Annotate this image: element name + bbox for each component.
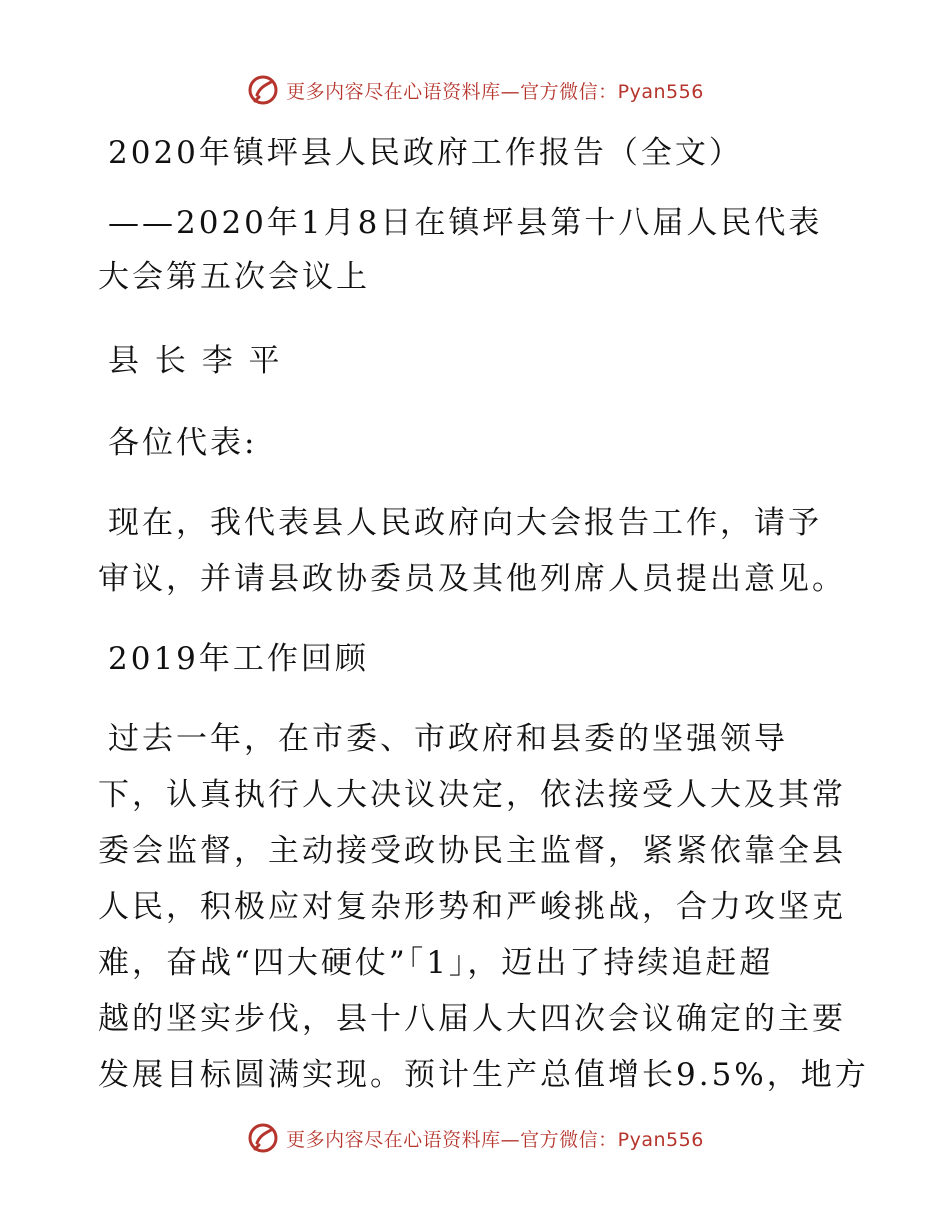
brand-logo-icon — [246, 1121, 280, 1155]
body-line: 委会监督，主动接受政协民主监督，紧紧依靠全县 — [98, 833, 846, 869]
body-line: 下，认真执行人大决议决定，依法接受人大及其常 — [98, 777, 846, 813]
body-line: 越的坚实步伐，县十八届人大四次会议确定的主要 — [98, 1001, 846, 1037]
document-title: 2020年镇坪县人民政府工作报告（全文） — [108, 135, 743, 171]
document-author: 县 长 李 平 — [108, 343, 283, 379]
footer-banner — [0, 1118, 950, 1158]
body-line: 过去一年，在市委、市政府和县委的坚强领导 — [108, 721, 788, 757]
body-line: 发展目标圆满实现。预计生产总值增长9.5%，地方 — [98, 1057, 869, 1093]
document-body — [98, 120, 869, 1098]
header-banner — [0, 70, 950, 110]
footer-banner-text: 更多内容尽在心语资料库—官方微信：Pyan556 — [286, 1128, 704, 1151]
intro-line-1: 现在，我代表县人民政府向大会报告工作，请予 — [108, 505, 822, 541]
body-line: 人民，积极应对复杂形势和严峻挑战，合力攻坚克 — [98, 889, 846, 925]
header-banner-text: 更多内容尽在心语资料库—官方微信：Pyan556 — [286, 80, 704, 103]
body-line: 难，奋战“四大硬仗”「1」，迈出了持续追赶超 — [98, 945, 774, 981]
brand-logo-icon — [246, 73, 280, 107]
greeting: 各位代表: — [108, 425, 258, 461]
document-subtitle-line-1: ——2020年1月8日在镇坪县第十八届人民代表 — [108, 205, 823, 241]
document-subtitle-line-2: 大会第五次会议上 — [98, 259, 370, 295]
section-heading: 2019年工作回顾 — [108, 641, 369, 677]
intro-line-2: 审议，并请县政协委员及其他列席人员提出意见。 — [98, 561, 846, 597]
